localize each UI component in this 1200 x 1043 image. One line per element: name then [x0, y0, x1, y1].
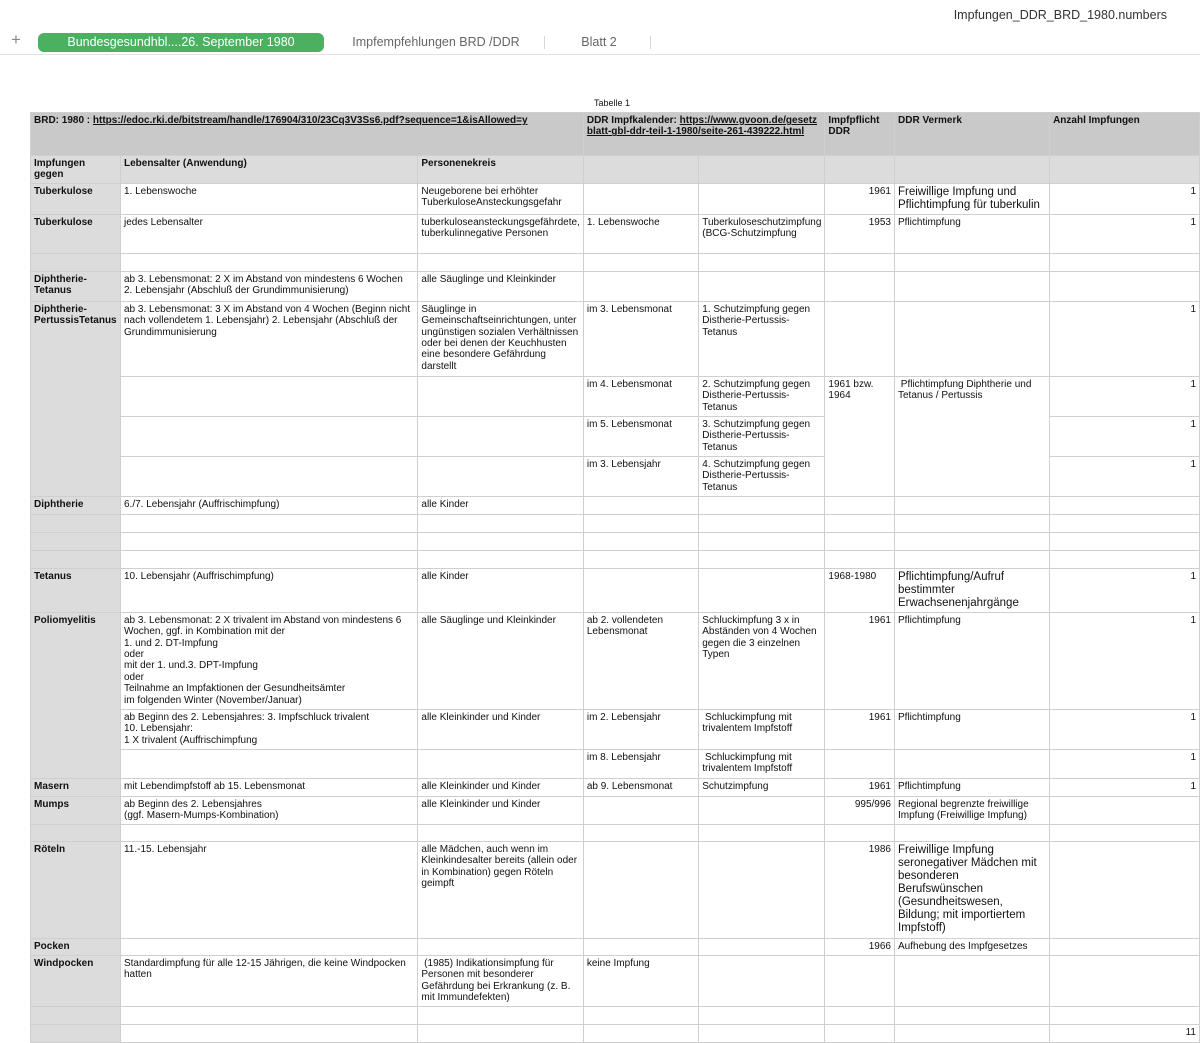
cell-lebensalter[interactable]: ab Beginn des 2. Lebensjahres: 3. Impfschluck trivalent 10. Lebensjahr: 1 X trivalent (Auffrischimpfung: [120, 709, 417, 749]
cell-empty[interactable]: [699, 550, 825, 568]
cell-empty[interactable]: [1050, 550, 1200, 568]
cell-empty[interactable]: [418, 1006, 583, 1024]
brd-source-label: BRD: 1980 :: [34, 115, 93, 126]
cell-empty[interactable]: [418, 1024, 583, 1042]
cell-empty[interactable]: [120, 514, 417, 532]
cell-ddr-zeitpunkt[interactable]: keine Impfung: [583, 955, 698, 1006]
row-header-empty[interactable]: [31, 824, 121, 841]
cell-empty[interactable]: [699, 824, 825, 841]
cell-anzahl[interactable]: 1: [1050, 568, 1200, 612]
table-row: [31, 496, 1200, 514]
cell-empty[interactable]: [583, 496, 698, 514]
cell-lebensalter[interactable]: 1. Lebenswoche: [120, 183, 417, 214]
cell-empty[interactable]: [1050, 1006, 1200, 1024]
table-row: [31, 214, 1200, 253]
document-title: Impfungen_DDR_BRD_1980.numbers: [953, 8, 1167, 22]
cell-empty[interactable]: [825, 496, 895, 514]
cell-empty[interactable]: [418, 824, 583, 841]
cell-empty[interactable]: [583, 253, 698, 271]
cell-empty[interactable]: [583, 1024, 698, 1042]
cell-lebensalter[interactable]: 10. Lebensjahr (Auffrischimpfung): [120, 568, 417, 612]
cell-empty[interactable]: [583, 1006, 698, 1024]
table-row: [31, 938, 1200, 955]
cell-empty[interactable]: [120, 1024, 417, 1042]
cell-lebensalter[interactable]: Standardimpfung für alle 12-15 Jährigen, die keine Windpocken hatten: [120, 955, 417, 1006]
plus-icon[interactable]: +: [11, 30, 21, 49]
cell-lebensalter[interactable]: jedes Lebensalter: [120, 214, 417, 253]
cell-impfpflicht[interactable]: 1953: [825, 214, 895, 253]
row-header-diphtherie-pertussis-tetanus[interactable]: Diphtherie-PertussisTetanus: [31, 301, 121, 496]
table-row-empty: [31, 532, 1200, 550]
cell-empty[interactable]: [699, 938, 825, 955]
cell-empty[interactable]: [825, 955, 895, 1006]
subheader-impfungen-gegen: Impfungen gegen: [31, 156, 121, 184]
cell-ddr-vermerk[interactable]: Pflichtimpfung: [895, 778, 1050, 796]
cell-ddr-impfung[interactable]: Tuberkuloseschutzimpfung (BCG-Schutzimpfung: [699, 214, 825, 253]
cell-empty[interactable]: [418, 938, 583, 955]
cell-personenkreis[interactable]: alle Kleinkinder und Kinder: [418, 796, 583, 824]
table-row-empty: [31, 824, 1200, 841]
table-row-empty: [31, 1006, 1200, 1024]
table-title: Tabelle 1: [593, 98, 631, 108]
cell-empty[interactable]: [895, 1024, 1050, 1042]
cell-empty[interactable]: [120, 532, 417, 550]
cell-empty[interactable]: [418, 376, 583, 416]
row-header-empty[interactable]: [31, 550, 121, 568]
cell-personenkreis[interactable]: alle Kleinkinder und Kinder: [418, 709, 583, 749]
table-row: [31, 955, 1200, 1006]
cell-empty[interactable]: [699, 514, 825, 532]
cell-empty[interactable]: [120, 376, 417, 416]
cell-empty[interactable]: [120, 416, 417, 456]
cell-ddr-vermerk[interactable]: Pflichtimpfung: [895, 612, 1050, 709]
cell-lebensalter[interactable]: ab 3. Lebensmonat: 2 X im Abstand von mindestens 6 Wochen 2. Lebensjahr (Abschluß der Grundimmunisierung): [120, 271, 417, 301]
row-header-mumps[interactable]: Mumps: [31, 796, 121, 824]
cell-empty[interactable]: [1050, 271, 1200, 301]
cell-empty[interactable]: [699, 1006, 825, 1024]
table-row: [31, 271, 1200, 301]
cell-empty[interactable]: [120, 824, 417, 841]
cell-lebensalter[interactable]: ab 3. Lebensmonat: 3 X im Abstand von 4 Wochen (Beginn nicht nach vollendetem 1. Lebensjahr) 2. Lebensjahr (Abschluß der Grundimmunisierung: [120, 301, 417, 376]
cell-empty[interactable]: [895, 253, 1050, 271]
vaccination-table: [30, 112, 1200, 1043]
table-row: [31, 612, 1200, 709]
row-header-pocken[interactable]: Pocken: [31, 938, 121, 955]
cell-lebensalter[interactable]: 6./7. Lebensjahr (Auffrischimpfung): [120, 496, 417, 514]
cell-empty[interactable]: [825, 550, 895, 568]
cell-ddr-impfung[interactable]: Schutzimpfung: [699, 778, 825, 796]
cell-empty[interactable]: [825, 1024, 895, 1042]
subheader-lebensalter: Lebensalter (Anwendung): [120, 156, 417, 184]
cell-empty[interactable]: [825, 1006, 895, 1024]
cell-empty[interactable]: [583, 271, 698, 301]
cell-empty[interactable]: [895, 824, 1050, 841]
tab-divider: [544, 36, 545, 49]
cell-lebensalter[interactable]: mit Lebendimpfstoff ab 15. Lebensmonat: [120, 778, 417, 796]
subheader-empty: [699, 156, 825, 184]
table-row-total: [31, 1024, 1200, 1042]
cell-empty[interactable]: [825, 514, 895, 532]
tab-bundesgesundhbl[interactable]: Bundesgesundhbl....26. September 1980: [38, 33, 324, 52]
row-header-diphtherie[interactable]: Diphtherie: [31, 496, 121, 514]
header-anzahl: Anzahl Impfungen: [1050, 113, 1200, 156]
cell-anzahl[interactable]: 1: [1050, 778, 1200, 796]
table-row: [31, 301, 1200, 376]
table-row: [31, 568, 1200, 612]
cell-ddr-impfung[interactable]: Schluckimpfung mit trivalentem Impfstoff: [699, 709, 825, 749]
cell-empty[interactable]: [825, 253, 895, 271]
title-bar: [0, 0, 1200, 32]
cell-empty[interactable]: [1050, 824, 1200, 841]
row-header-tuberkulose[interactable]: Tuberkulose: [31, 214, 121, 253]
cell-anzahl-total[interactable]: 11: [1050, 1024, 1200, 1042]
cell-ddr-impfung[interactable]: Schluckimpfung mit trivalentem Impfstoff: [699, 749, 825, 778]
table-row: [31, 841, 1200, 938]
cell-ddr-zeitpunkt[interactable]: im 2. Lebensjahr: [583, 709, 698, 749]
cell-empty[interactable]: [699, 496, 825, 514]
cell-empty[interactable]: [699, 1024, 825, 1042]
cell-empty[interactable]: [895, 532, 1050, 550]
cell-anzahl[interactable]: 1: [1050, 749, 1200, 778]
ddr-source-cell: [583, 113, 825, 156]
cell-empty[interactable]: [583, 824, 698, 841]
cell-empty[interactable]: [1050, 514, 1200, 532]
cell-ddr-vermerk[interactable]: Freiwillige Impfung und Pflichtimpfung für tuberkulin: [895, 183, 1050, 214]
tab-impfempfehlungen[interactable]: Impfempfehlungen BRD /DDR: [352, 35, 520, 49]
cell-anzahl[interactable]: 1: [1050, 183, 1200, 214]
cell-empty[interactable]: [583, 938, 698, 955]
table-row: [31, 376, 1200, 416]
row-header-empty[interactable]: [31, 514, 121, 532]
cell-impfpflicht[interactable]: 1968-1980: [825, 568, 895, 612]
cell-impfpflicht[interactable]: 1961 bzw. 1964: [825, 376, 895, 496]
cell-anzahl[interactable]: 1: [1050, 456, 1200, 496]
cell-empty[interactable]: [120, 1006, 417, 1024]
cell-ddr-impfung[interactable]: [699, 183, 825, 214]
cell-ddr-zeitpunkt[interactable]: 1. Lebenswoche: [583, 214, 698, 253]
cell-empty[interactable]: [583, 550, 698, 568]
row-header-tetanus[interactable]: Tetanus: [31, 568, 121, 612]
cell-ddr-zeitpunkt[interactable]: im 5. Lebensmonat: [583, 416, 698, 456]
cell-empty[interactable]: [895, 514, 1050, 532]
cell-empty[interactable]: [825, 749, 895, 778]
cell-ddr-impfung[interactable]: 2. Schutzimpfung gegen Distherie-Pertussis-Tetanus: [699, 376, 825, 416]
cell-lebensalter[interactable]: ab 3. Lebensmonat: 2 X trivalent im Abstand von mindestens 6 Wochen, ggf. in Kombination mit der 1. und 2. DT-Impfung oder mit der 1. und.3. DPT-Impfung oder Teilnahme an Impfaktionen der Gesundheitsämter im folgenden Winter (November/Januar): [120, 612, 417, 709]
cell-ddr-vermerk[interactable]: Pflichtimpfung: [895, 709, 1050, 749]
cell-impfpflicht[interactable]: 1961: [825, 183, 895, 214]
cell-empty[interactable]: [895, 550, 1050, 568]
cell-impfpflicht[interactable]: 1986: [825, 841, 895, 938]
row-header-poliomyelitis[interactable]: Poliomyelitis: [31, 612, 121, 778]
cell-ddr-zeitpunkt[interactable]: ab 9. Lebensmonat: [583, 778, 698, 796]
row-header-empty[interactable]: [31, 532, 121, 550]
cell-empty[interactable]: [120, 749, 417, 778]
cell-ddr-zeitpunkt[interactable]: im 4. Lebensmonat: [583, 376, 698, 416]
cell-empty[interactable]: [1050, 532, 1200, 550]
cell-empty[interactable]: [825, 271, 895, 301]
cell-empty[interactable]: [895, 955, 1050, 1006]
row-header-masern[interactable]: Masern: [31, 778, 121, 796]
cell-empty[interactable]: [699, 841, 825, 938]
cell-empty[interactable]: [1050, 955, 1200, 1006]
cell-personenkreis[interactable]: Neugeborene bei erhöhter TuberkuloseAnsteckungsgefahr: [418, 183, 583, 214]
cell-empty[interactable]: [583, 532, 698, 550]
cell-empty[interactable]: [418, 532, 583, 550]
cell-empty[interactable]: [418, 749, 583, 778]
cell-ddr-vermerk[interactable]: Pflichtimpfung Diphtherie und Tetanus / Pertussis: [895, 376, 1050, 496]
cell-ddr-zeitpunkt[interactable]: im 3. Lebensmonat: [583, 301, 698, 376]
table-subheader-row: [31, 156, 1200, 184]
cell-empty[interactable]: [120, 550, 417, 568]
cell-empty[interactable]: [699, 955, 825, 1006]
cell-personenkreis[interactable]: alle Säuglinge und Kleinkinder: [418, 271, 583, 301]
cell-empty[interactable]: [895, 496, 1050, 514]
cell-empty[interactable]: [699, 796, 825, 824]
header-impfpflicht: Impfpflicht DDR: [825, 113, 895, 156]
cell-impfpflicht[interactable]: 1961: [825, 778, 895, 796]
cell-empty[interactable]: [699, 568, 825, 612]
table-row: [31, 749, 1200, 778]
cell-empty[interactable]: [895, 1006, 1050, 1024]
row-header-tuberkulose[interactable]: Tuberkulose: [31, 183, 121, 214]
subheader-empty: [583, 156, 698, 184]
tab-divider: [650, 36, 651, 49]
cell-ddr-zeitpunkt[interactable]: ab 2. vollendeten Lebensmonat: [583, 612, 698, 709]
cell-empty[interactable]: [120, 938, 417, 955]
ddr-source-label: DDR Impfkalender:: [586, 115, 680, 126]
cell-ddr-vermerk[interactable]: Regional begrenzte freiwillige Impfung (Freiwillige Impfung): [895, 796, 1050, 824]
row-header-roeteln[interactable]: Röteln: [31, 841, 121, 938]
cell-empty[interactable]: [1050, 496, 1200, 514]
cell-impfpflicht[interactable]: 995/996: [825, 796, 895, 824]
cell-ddr-impfung[interactable]: Schluckimpfung 3 x in Abständen von 4 Wochen gegen die 3 einzelnen Typen: [699, 612, 825, 709]
subheader-personenkreis: Personenekreis: [418, 156, 583, 184]
subheader-empty: [1050, 156, 1200, 184]
row-header-empty[interactable]: [31, 253, 121, 271]
cell-empty[interactable]: [583, 796, 698, 824]
table-row-empty: [31, 550, 1200, 568]
cell-personenkreis[interactable]: (1985) Indikationsimpfung für Personen mit besonderer Gefährdung bei Erkrankung (z. B. mit Immundefekten): [418, 955, 583, 1006]
cell-ddr-zeitpunkt[interactable]: im 3. Lebensjahr: [583, 456, 698, 496]
sheet-tab-bar: [0, 32, 1200, 55]
cell-empty[interactable]: [1050, 253, 1200, 271]
cell-empty[interactable]: [418, 456, 583, 496]
cell-ddr-vermerk[interactable]: Pflichtimpfung/Aufruf bestimmter Erwachsenenjahrgänge: [895, 568, 1050, 612]
brd-source-link[interactable]: https://edoc.rki.de/bitstream/handle/176904/310/23Cq3V3Ss6.pdf?sequence=1&isAllowed=y: [92, 115, 528, 126]
cell-lebensalter[interactable]: 11.-15. Lebensjahr: [120, 841, 417, 938]
cell-empty[interactable]: [895, 271, 1050, 301]
tab-blatt-2[interactable]: Blatt 2: [581, 35, 617, 49]
row-header-empty[interactable]: [31, 1024, 121, 1042]
row-header-empty[interactable]: [31, 1006, 121, 1024]
subheader-empty: [895, 156, 1050, 184]
cell-impfpflicht[interactable]: 1961: [825, 612, 895, 709]
cell-empty[interactable]: [699, 271, 825, 301]
header-ddr-vermerk: DDR Vermerk: [895, 113, 1050, 156]
table-row-empty: [31, 514, 1200, 532]
cell-ddr-vermerk[interactable]: Freiwillige Impfung seronegativer Mädchen mit besonderen Berufswünschen (Gesundheitswesen, Bildung; mit importiertem Impfstoff): [895, 841, 1050, 938]
brd-source-cell: [31, 113, 584, 156]
cell-anzahl[interactable]: 1: [1050, 709, 1200, 749]
cell-empty[interactable]: [418, 416, 583, 456]
cell-empty[interactable]: [583, 841, 698, 938]
cell-empty[interactable]: [1050, 841, 1200, 938]
table-row: [31, 183, 1200, 214]
cell-lebensalter[interactable]: ab Beginn des 2. Lebensjahres (ggf. Masern-Mumps-Kombination): [120, 796, 417, 824]
cell-empty[interactable]: [825, 824, 895, 841]
cell-personenkreis[interactable]: Säuglinge in Gemeinschaftseinrichtungen, unter ungünstigen sozialen Verhältnissen oder bei denen der Keuchhusten eine besondere Gefährdung darstellt: [418, 301, 583, 376]
cell-ddr-vermerk[interactable]: Aufhebung des Impfgesetzes: [895, 938, 1050, 955]
cell-personenkreis[interactable]: alle Kinder: [418, 568, 583, 612]
ddr-source-link[interactable]: https://www.gvoon.de/gesetzblatt-gbl-ddr-teil-1-1980/seite-261-439222.html: [586, 115, 818, 138]
cell-empty[interactable]: [1050, 938, 1200, 955]
table-row-empty: [31, 253, 1200, 271]
cell-impfpflicht[interactable]: 1961: [825, 709, 895, 749]
cell-ddr-zeitpunkt[interactable]: im 8. Lebensjahr: [583, 749, 698, 778]
row-header-diphtherie-tetanus[interactable]: Diphtherie-Tetanus: [31, 271, 121, 301]
cell-ddr-vermerk[interactable]: Pflichtimpfung: [895, 214, 1050, 253]
cell-ddr-impfung[interactable]: 4. Schutzimpfung gegen Distherie-Pertussis-Tetanus: [699, 456, 825, 496]
cell-empty[interactable]: [895, 301, 1050, 376]
cell-empty[interactable]: [418, 253, 583, 271]
cell-empty[interactable]: [825, 532, 895, 550]
cell-anzahl[interactable]: 1: [1050, 416, 1200, 456]
cell-impfpflicht[interactable]: 1966: [825, 938, 895, 955]
cell-personenkreis[interactable]: alle Säuglinge und Kleinkinder: [418, 612, 583, 709]
cell-ddr-zeitpunkt[interactable]: [583, 183, 698, 214]
cell-empty[interactable]: [895, 749, 1050, 778]
cell-empty[interactable]: [699, 253, 825, 271]
cell-personenkreis[interactable]: alle Mädchen, auch wenn im Kleinkindesalter bereits (allein oder in Kombination) gegen Röteln geimpft: [418, 841, 583, 938]
table-row: [31, 778, 1200, 796]
cell-anzahl[interactable]: 1: [1050, 612, 1200, 709]
cell-empty[interactable]: [583, 514, 698, 532]
cell-personenkreis[interactable]: alle Kinder: [418, 496, 583, 514]
row-header-windpocken[interactable]: Windpocken: [31, 955, 121, 1006]
cell-empty[interactable]: [583, 568, 698, 612]
cell-anzahl[interactable]: 1: [1050, 376, 1200, 416]
cell-anzahl[interactable]: 1: [1050, 214, 1200, 253]
cell-empty[interactable]: [418, 514, 583, 532]
cell-empty[interactable]: [825, 301, 895, 376]
table-header-row: [31, 113, 1200, 156]
table-row: [31, 709, 1200, 749]
cell-personenkreis[interactable]: alle Kleinkinder und Kinder: [418, 778, 583, 796]
cell-anzahl[interactable]: 1: [1050, 301, 1200, 376]
cell-empty[interactable]: [120, 253, 417, 271]
cell-empty[interactable]: [120, 456, 417, 496]
cell-empty[interactable]: [418, 550, 583, 568]
table-row: [31, 796, 1200, 824]
subheader-empty: [825, 156, 895, 184]
cell-personenkreis[interactable]: tuberkuloseansteckungsgefährdete, tuberkulinnegative Personen: [418, 214, 583, 253]
cell-empty[interactable]: [699, 532, 825, 550]
cell-ddr-impfung[interactable]: 3. Schutzimpfung gegen Distherie-Pertussis-Tetanus: [699, 416, 825, 456]
cell-empty[interactable]: [1050, 796, 1200, 824]
cell-ddr-impfung[interactable]: 1. Schutzimpfung gegen Distherie-Pertussis-Tetanus: [699, 301, 825, 376]
